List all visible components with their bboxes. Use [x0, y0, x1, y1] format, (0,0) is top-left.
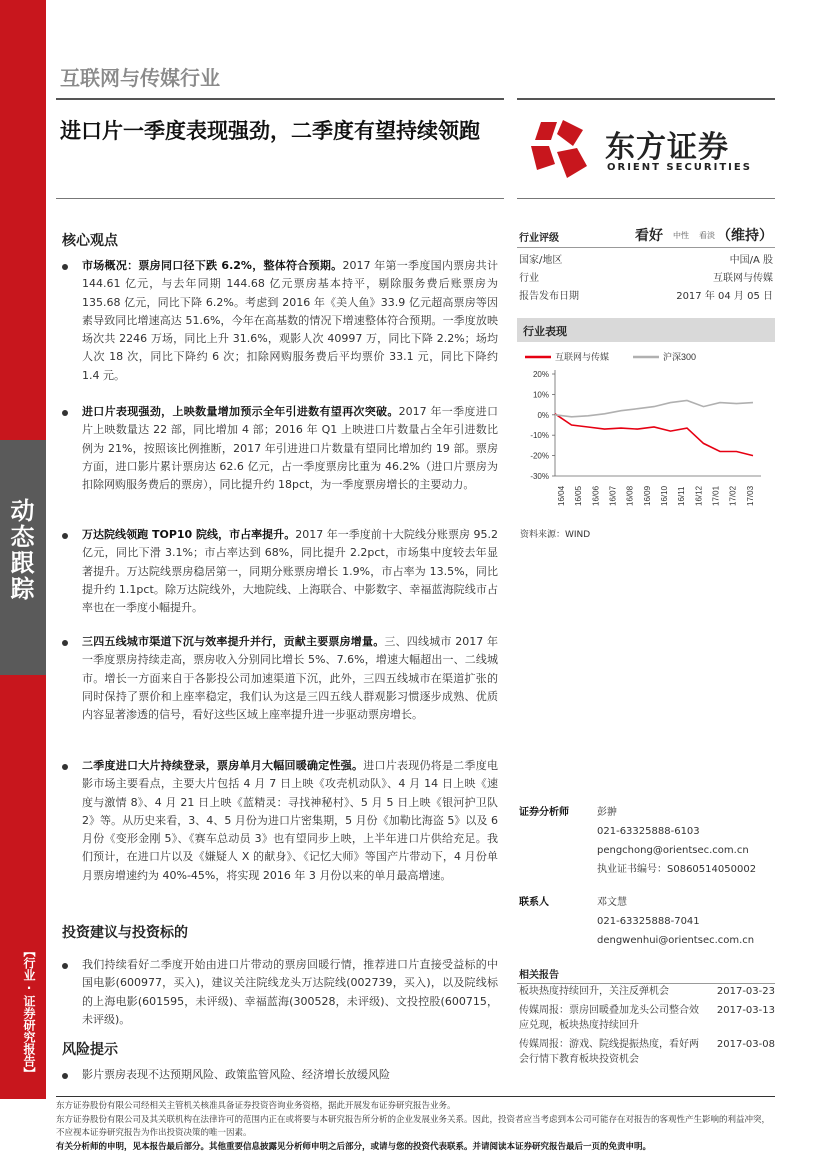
contact-role: 联系人 — [519, 897, 549, 908]
divider — [517, 198, 775, 199]
analyst-role: 证券分析师 — [519, 807, 569, 818]
section-heading-risk: 风险提示 — [62, 1042, 118, 1058]
analyst-email[interactable]: pengchong@orientsec.com.cn — [597, 845, 749, 856]
bullet-icon — [62, 640, 68, 646]
bullet-icon — [62, 264, 68, 270]
legend-label: 沪深300 — [663, 352, 697, 362]
core-paragraph — [82, 257, 498, 385]
paragraph-lead: 进口片表现强劲，上映数量增加预示全年引进数有望再次突破。 — [82, 405, 399, 418]
chart-title: 行业表现 — [517, 318, 775, 342]
divider — [517, 98, 775, 100]
related-date: 2017-03-13 — [716, 1005, 775, 1016]
footer-divider — [56, 1096, 775, 1097]
x-tick-label: 16/09 — [642, 485, 652, 506]
divider — [56, 198, 504, 199]
risk-paragraph: 影片票房表现不达预期风险、政策监管风险、经济增长放缓风险 — [82, 1068, 390, 1081]
bullet-icon — [62, 764, 68, 770]
x-tick-label: 16/07 — [608, 485, 618, 506]
section-heading-core: 核心观点 — [62, 233, 118, 249]
rating-label: 行业评级 — [519, 233, 559, 244]
contact-email[interactable]: dengwenhui@orientsec.com.cn — [597, 935, 755, 946]
rating-negative: 看淡 — [699, 231, 715, 240]
x-tick-label: 16/12 — [694, 485, 704, 506]
report-type-label: 动态跟踪 — [6, 498, 34, 602]
rating-value: 互联网与传媒 — [713, 273, 773, 284]
bullet-icon — [62, 1073, 68, 1079]
paragraph-lead: 市场概况：票房同口径下跌 6.2%，整体符合预期。 — [82, 259, 343, 272]
rating-value: 2017 年 04 月 05 日 — [676, 291, 773, 302]
invest-paragraph: 我们持续看好二季度开始由进口片带动的票房回暖行情，推荐进口片直接受益标的中国电影(600977，买入)，建议关注院线龙头万达院线(002739，买入)，以及院线标的上海电影(601595，未评级)、幸福蓝海(300528，未评级)、文投控股(600715，未评级)。 — [82, 958, 498, 1026]
paragraph-body: 进口片表现仍将是二季度电影市场主要看点，主要大片包括 4 月 7 日上映《攻壳机动队》、4 月 14 日上映《速度与激情 8》、4 月 21 日上映《蓝精灵：寻找神秘村》、5 月 5 日上映《银河护卫队 2》等。从历史来看，3、4、5 月份为进口片密集期，5 月份《加勒比海盗 5》以及 6 月份《变形金刚 5》、《赛车总动员 3》也有望同步上映，上半年进口片供给充足。我们预计，在进口片以及《嫌疑人 X 的献身》、《记忆大师》等国产片带动下，4 月份单月票房增速约为 40%-45%，将实现 2016 年 3 月份以来的单月最高增速。 — [82, 759, 498, 882]
industry-performance-chart — [517, 348, 775, 520]
logo-mark-icon — [527, 120, 599, 180]
core-paragraph — [82, 403, 498, 494]
bullet-icon — [62, 963, 68, 969]
paragraph-body: 三、四线城市 2017 年一季度票房持续走高，票房收入分别同比增长 5%、7.6%，增速大幅超出一、二线城市。增长一方面来自于各影投公司加速渠道下沉，此外，三四五线城市在渠道扩张的同时保持了票价和上座率稳定，我们认为这是三四五线人群观影习惯逐步成熟、优质内容显著渗透的信号，看好这些区域上座率提升进一步驱动票房增长。 — [82, 635, 498, 722]
y-tick-label: 10% — [532, 390, 549, 400]
rating-key: 报告发布日期 — [519, 291, 579, 302]
x-tick-label: 16/11 — [677, 486, 687, 506]
y-tick-label: -10% — [530, 431, 549, 441]
core-paragraph — [82, 526, 498, 617]
series-line — [555, 401, 753, 417]
contact-phone: 021-63325888-7041 — [597, 916, 700, 927]
section-heading-invest: 投资建议与投资标的 — [62, 925, 188, 941]
legend-label: 互联网与传媒 — [555, 352, 610, 362]
related-date: 2017-03-23 — [716, 986, 775, 997]
analyst-name: 彭翀 — [597, 807, 617, 818]
x-tick-label: 16/06 — [591, 485, 601, 506]
core-paragraph — [82, 633, 498, 724]
related-report-item[interactable] — [519, 984, 775, 999]
y-tick-label: -30% — [530, 472, 549, 481]
related-report-item[interactable] — [519, 1037, 775, 1067]
paragraph-lead: 万达院线领跑 TOP10 院线，市占率提升。 — [82, 528, 296, 541]
x-tick-label: 17/01 — [711, 485, 721, 506]
industry-title: 互联网与传媒行业 — [60, 66, 220, 90]
core-paragraph — [82, 757, 498, 885]
related-title: 板块热度持续回升，关注反弹机会 — [519, 986, 669, 997]
rating-value: 中国/A 股 — [729, 255, 773, 266]
footer-disclosure: 东方证券股份有限公司经相关主管机关核准具备证券投资咨询业务资格，据此开展发布证券研究报告业务。 — [56, 1101, 456, 1111]
divider — [56, 98, 504, 100]
chart-source: 资料来源：WIND — [520, 530, 591, 540]
y-tick-label: 20% — [532, 370, 549, 379]
bullet-icon — [62, 533, 68, 539]
series-line — [555, 414, 753, 456]
x-tick-label: 17/03 — [745, 485, 755, 506]
report-title: 进口片一季度表现强劲，二季度有望持续领跑 — [60, 119, 480, 143]
related-date: 2017-03-08 — [716, 1039, 775, 1050]
contact-name: 邓文慧 — [597, 897, 627, 908]
paragraph-body: 2017 年第一季度国内票房共计 144.61 亿元，与去年同期 144.68 亿元票房基本持平，剔除服务费后账票房为 135.68 亿元，同比下降 6.2%。考虑到 2016 年《美人鱼》33.9 亿元超高票房等因素导致同比增速高达 51.6%，今年在高基数的情况下增速整体符合预期。一季度放映场次共 2246 万场，同比上升 31.6%，观影人次 40997 万，同比下降 2.2%；场均人次 18 次，同比下降约 6 次；扣除网购服务费后平均票价 33.1 元，同比下降约 1.4 元。 — [82, 259, 498, 382]
x-tick-label: 16/04 — [557, 485, 566, 506]
rating-neutral: 中性 — [673, 231, 689, 240]
footer-disclosure: 东方证券股份有限公司及其关联机构在法律许可的范围内正在或将要与本研究报告所分析的企业发展业务关系。因此，投资者应当考虑到本公司可能存在对报告的客观性产生影响的利益冲突，不应视本证券研究报告为作出投资决策的唯一因素。 — [56, 1115, 771, 1138]
paragraph-body: 2017 年一季度进口片上映数量达 22 部，同比增加 4 部；2016 年 Q1 上映进口片数量占全年引进数比例为 21%，按照该比例推断，2017 年引进进口片数量有望同比增加约 19 部。票房方面，进口影片累计票房达 62.6 亿元，占一季度票房比重为 46.2%（进口片票房为扣除网购服务费后的票房），同比提升约 18pct，为一季度票房增长的主要动力。 — [82, 405, 498, 492]
divider — [517, 247, 775, 248]
x-tick-label: 16/10 — [660, 485, 669, 506]
y-tick-label: 0% — [537, 410, 549, 420]
analyst-phone: 021-63325888-6103 — [597, 826, 700, 837]
related-heading: 相关报告 — [517, 964, 775, 984]
paragraph-lead: 三四五线城市渠道下沉与效率提升并行，贡献主要票房增量。 — [82, 635, 385, 648]
related-report-item[interactable] — [519, 1003, 775, 1033]
rating-key: 国家/地区 — [519, 255, 563, 266]
x-tick-label: 16/05 — [574, 485, 584, 506]
report-category-label: 【行业·证券研究报告】 — [22, 945, 36, 1079]
paragraph-lead: 二季度进口大片持续登录，票房单月大幅回暖确定性强。 — [82, 759, 364, 772]
paragraph-body: 2017 年一季度前十大院线分账票房 95.2 亿元，同比下滑 3.1%；市占率达到 68%，同比提升 2.2pct，市场集中度较去年显著提升。万达院线票房稳居第一，同期分账票房增长 1.9%，市占率为 13.5%，同比提升约 1.1pct。除万达院线外，大地院线、上海联合、中影数字、幸福蓝海院线市占率也在一季度小幅提升。 — [82, 528, 498, 615]
rating-key: 行业 — [519, 273, 539, 284]
logo-text-cn: 东方证券 — [605, 130, 729, 165]
related-title: 传媒周报：游戏、院线提振热度，看好两会行情下教育板块投资机会 — [519, 1039, 699, 1065]
logo-text-en: ORIENT SECURITIES — [607, 162, 752, 173]
y-tick-label: -20% — [530, 451, 549, 461]
related-title: 传媒周报：票房回暖叠加龙头公司整合效应兑现，板块热度持续回升 — [519, 1005, 699, 1031]
bullet-icon — [62, 410, 68, 416]
company-logo — [527, 120, 777, 180]
rating-current: 看好 — [635, 228, 663, 244]
x-tick-label: 16/08 — [625, 485, 635, 506]
footer-statement: 有关分析师的申明，见本报告最后部分。其他重要信息披露见分析师申明之后部分，或请与您的投资代表联系。并请阅读本证券研究报告最后一页的免责申明。 — [56, 1142, 652, 1152]
rating-status: （维持） — [717, 228, 773, 244]
analyst-license: 执业证书编号：S0860514050002 — [597, 864, 757, 875]
x-tick-label: 17/02 — [728, 485, 738, 506]
